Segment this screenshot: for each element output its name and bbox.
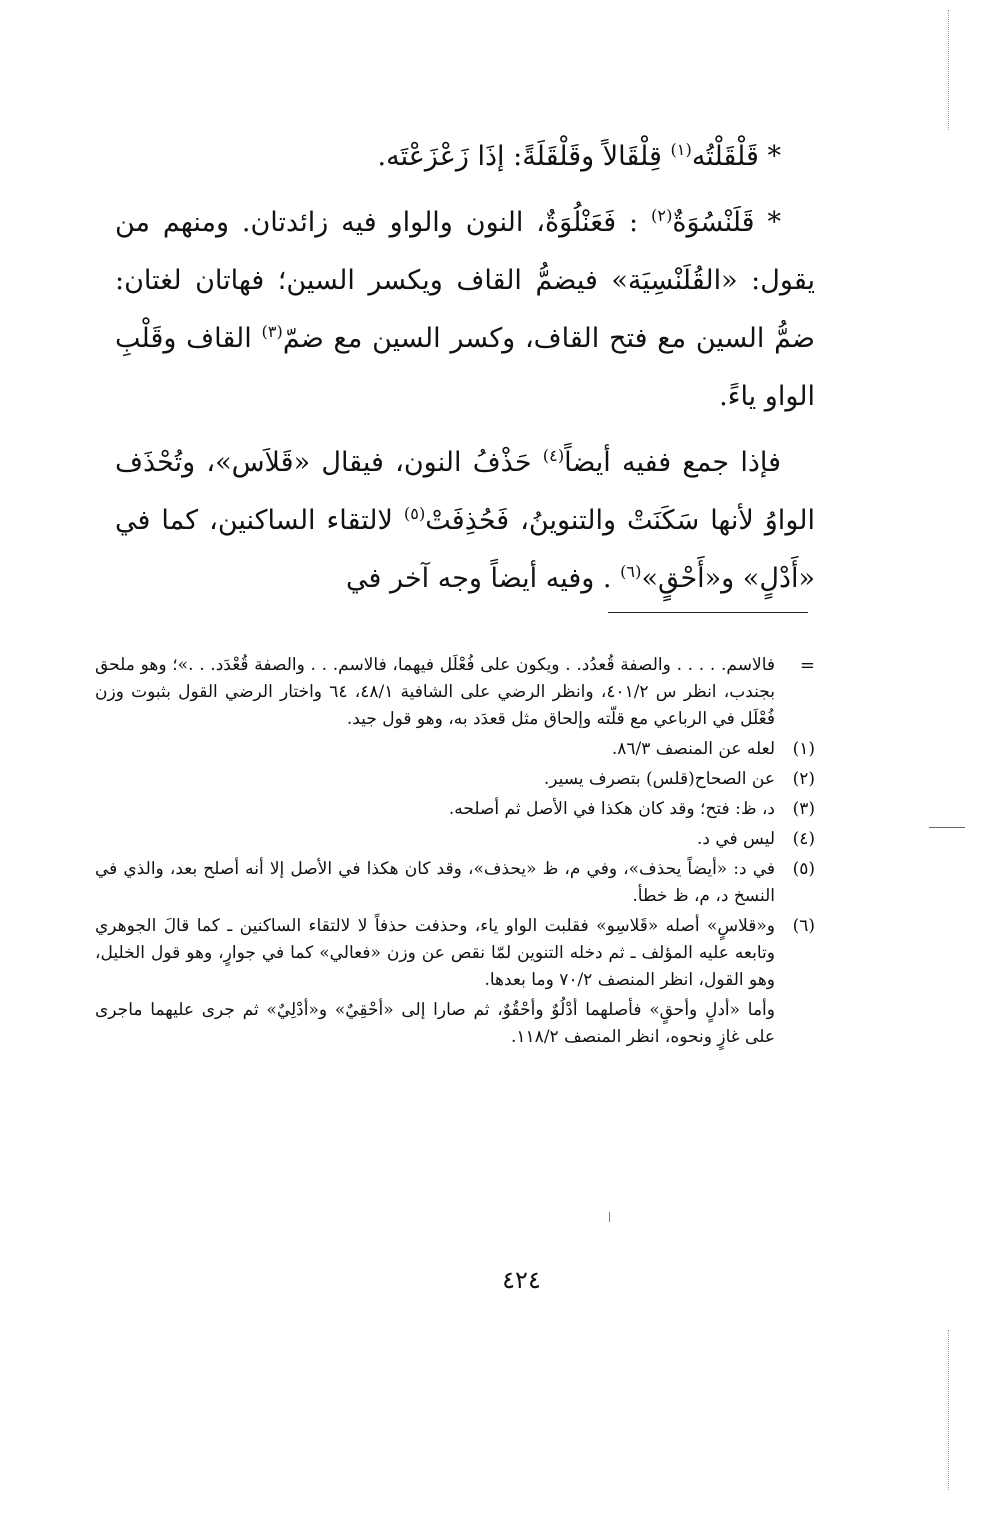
paragraph-text: فإذا جمع ففيه أيضاً [564,447,781,478]
page-number: ٤٢٤ [502,1266,541,1294]
footnote-item [95,796,815,823]
scan-edge-mark [929,827,965,828]
footnote-ref-1[interactable]: (١) [670,140,692,159]
footnote-continuation [95,652,815,733]
paragraph-text: لالتقاء الساكنين، كما في «أَدْلٍ» و«أَحْقٍ» [115,505,815,594]
footnote-text: د، ظ: فتح؛ وقد كان هكذا في الأصل ثم أصلحه. [448,799,775,819]
scan-edge-mark [948,10,949,130]
continuation-text: فالاسم. . . . . والصفة قُعدُد. . ويكون على فُعْلَل فيهما، فالاسم. . . والصفة قُعْدَد. . .»؛ وهو ملحق بجندب، انظر س ٤٠١/٢، وانظر الرضي على الشافية ٤٨/١، ٦٤ واختار الرضي القول بثبوت وزن فُعْلَل في الرباعي مع قلّته وإلحاق مثل قعدَد به، وهو قول جيد. [95,655,775,729]
scan-edge-mark [948,1330,949,1490]
entry-qalqaltuhu [115,128,815,186]
footnote-text: عن الصحاح(قلس) بتصرف يسير. [543,769,775,789]
entry-star: * [767,207,781,238]
scan-speck [609,1212,610,1222]
footnote-item [95,826,815,853]
footnote-divider [608,612,808,613]
footnote-item [95,856,815,910]
footnote-number: (٢) [792,769,815,789]
entry-qalansuwa [115,194,815,426]
footnote-ref-3[interactable]: (٣) [261,322,283,341]
entry-text: قِلْقَالاً وقَلْقَلَةً: إذَا زَعْزَعْتَه. [377,141,662,172]
footnote-ref-6[interactable]: (٦) [620,562,642,581]
footnotes [95,652,815,1051]
footnote-ref-5[interactable]: (٥) [403,504,426,523]
entry-headword: قَلْقَلْتُه [691,141,759,172]
paragraph-text: . وفيه أيضاً وجه آخر في [346,563,612,594]
footnote-number: (٣) [792,799,815,819]
main-text [115,128,815,616]
footnote-continued-paragraph: وأما «أدلٍ وأحقٍ» فأصلهما أدْلُوٌ وأحْقُوٌ، ثم صارا إلى «أحْقِيٌ» و«أدْلِيٌ» ثم جرى عليهما ماجرى على غازٍ ونحوه، انظر المنصف ١١٨/٢. [95,1000,775,1047]
paragraph-plural [115,434,815,608]
paragraph-text: حَذْفُ النون، فيقال «قَلاَس»، وتُحْذَف الواوُ لأنها سَكَنَتْ والتنوينُ، فَحُذِفَتْ [115,447,815,536]
entry-headword: قَلَنْسُوَةٌ [672,207,755,238]
footnote-number: (٦) [792,916,815,936]
footnote-ref-4[interactable]: (٤) [542,446,565,465]
footnote-ref-2[interactable]: (٢) [651,206,673,225]
footnote-text: و«قلاسٍ» أصله «قَلاسِو» فقلبت الواو ياء، وحذفت حذفاً لا لالتقاء الساكنين ـ كما قالَ الجوهري وتابعه عليه المؤلف ـ ثم دخله التنوين لمّا نقص عن وزن «فعالي» كما في جوارٍ، وهو قول الخليل، وهو القول، انظر المنصف ٧٠/٢ وما بعدها. [95,916,775,990]
entry-text: : فَعَنْلُوَةٌ، النون والواو فيه زائدتان. ومنهم من يقول: «القُلَنْسِيَة» فيضمُّ القاف ويكسر السين؛ فهاتان لغتان: ضمُّ السين مع فتح القاف، وكسر السين مع ضمّ [115,207,815,354]
footnote-number: (٤) [792,829,815,849]
continuation-mark: = [799,655,815,676]
footnote-number: (١) [792,739,815,759]
footnote-item [95,736,815,763]
footnote-text: في د: «أيضاً يحذف»، وفي م، ظ «يحذف»، وقد كان هكذا في الأصل إلا أنه أصلح بعد، والذي في النسخ د، م، ظ خطأ. [95,859,775,906]
footnote-item [95,766,815,793]
footnote-number: (٥) [792,859,815,879]
entry-text: القاف وقَلْبِ الواو ياءً. [115,323,815,412]
footnote-item [95,913,815,994]
footnote-text: ليس في د. [696,829,775,849]
footnote-text: لعله عن المنصف ٨٦/٣. [611,739,775,759]
entry-star: * [767,141,781,172]
